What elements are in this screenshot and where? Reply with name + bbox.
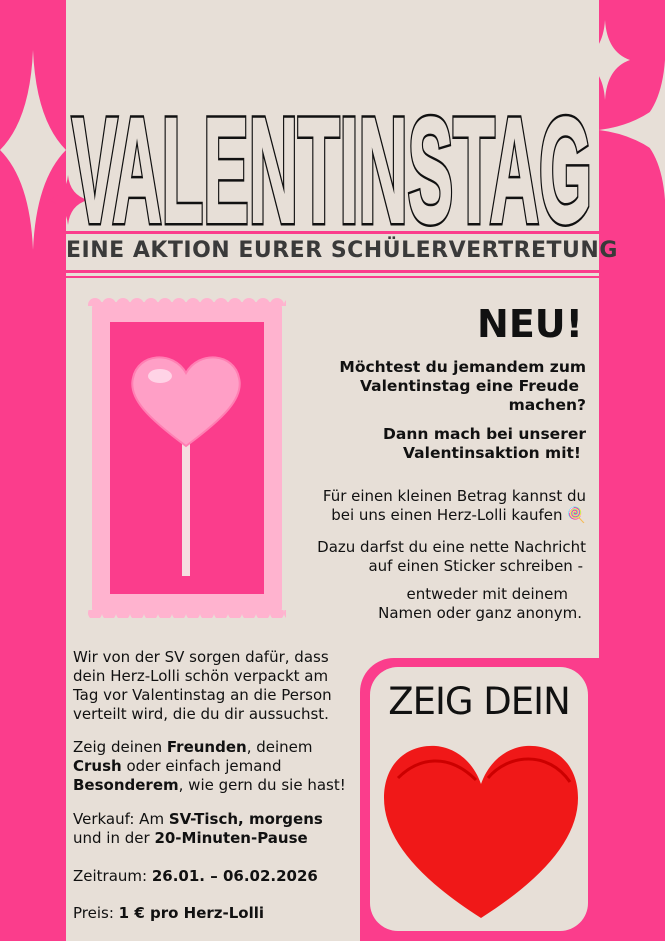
verkauf-text-b: SV-Tisch, morgens xyxy=(168,810,323,828)
poster-title xyxy=(66,4,599,230)
call-line-1: Dann mach bei unserer xyxy=(383,425,586,443)
info-line-6: Namen oder ganz anonym. xyxy=(378,604,582,622)
neu-heading: NEU! xyxy=(477,302,583,346)
zeitraum-line xyxy=(73,867,363,886)
preis-line xyxy=(73,904,363,923)
sv-line-3: Tag vor Valentinstag an die Person xyxy=(73,686,332,704)
zeig-text-a: Zeig deinen xyxy=(73,738,167,756)
divider-bottom xyxy=(66,270,599,273)
divider-bottom-2 xyxy=(66,276,599,278)
zeig-text-b: Freunden xyxy=(166,738,247,756)
verkauf-line-1 xyxy=(73,810,363,829)
sv-paragraph xyxy=(73,648,363,724)
verkauf-line-2 xyxy=(73,829,363,848)
zeig-text-f: Besonderem xyxy=(73,776,179,794)
sv-line-4: verteilt wird, die du dir aussuchst. xyxy=(73,705,329,723)
preis-value: 1 € pro Herz-Lolli xyxy=(118,904,265,922)
verkauf-text-c: und in der xyxy=(73,829,155,847)
verkauf-text-d: 20-Minuten-Pause xyxy=(154,829,308,847)
verkauf-paragraph xyxy=(73,810,363,848)
subtitle: EINE AKTION EURER SCHÜLERVERTRETUNG xyxy=(66,238,618,263)
zeig-paragraph xyxy=(73,738,363,795)
heart-icon xyxy=(378,738,584,922)
zeig-line-3 xyxy=(73,776,363,795)
zeitraum-label: Zeitraum: xyxy=(73,867,152,885)
divider-top xyxy=(66,231,599,234)
lollipop-icon xyxy=(88,298,286,618)
question-line-3: machen? xyxy=(508,396,586,414)
zeig-line-2 xyxy=(73,757,363,776)
zeig-line-1 xyxy=(73,738,363,757)
verkauf-text-a: Verkauf: Am xyxy=(73,810,169,828)
sv-line-2: dein Herz-Lolli schön verpackt am xyxy=(73,667,329,685)
zeig-text-d: Crush xyxy=(73,757,122,775)
zeitraum-value: 26.01. – 06.02.2026 xyxy=(151,867,318,885)
question-line-2: Valentinstag eine Freude xyxy=(360,377,579,395)
zeig-text-c: , deinem xyxy=(246,738,313,756)
zeig-dein-label: ZEIG DEIN xyxy=(388,680,570,723)
title-inline: VALENTINSTAG xyxy=(72,86,592,230)
info-line-2: bei uns einen Herz-Lolli kaufen 🍭 xyxy=(331,506,586,524)
info-line-3: Dazu darfst du eine nette Nachricht xyxy=(317,538,586,556)
info-line-5: entweder mit deinem xyxy=(406,585,568,603)
svg-text:VALENTINSTAG: VALENTINSTAG xyxy=(72,86,592,230)
question-line-1: Möchtest du jemandem zum xyxy=(339,358,586,376)
call-line-2: Valentinsaktion mit! xyxy=(403,444,581,462)
info-line-1: Für einen kleinen Betrag kannst du xyxy=(322,487,586,505)
info-line-4: auf einen Sticker schreiben - xyxy=(368,557,583,575)
zeig-text-e: oder einfach jemand xyxy=(121,757,282,775)
sparkle-icon xyxy=(599,60,665,200)
sv-line-1: Wir von der SV sorgen dafür, dass xyxy=(73,648,329,666)
preis-label: Preis: xyxy=(73,904,119,922)
zeig-text-g: , wie gern du sie hast! xyxy=(178,776,346,794)
